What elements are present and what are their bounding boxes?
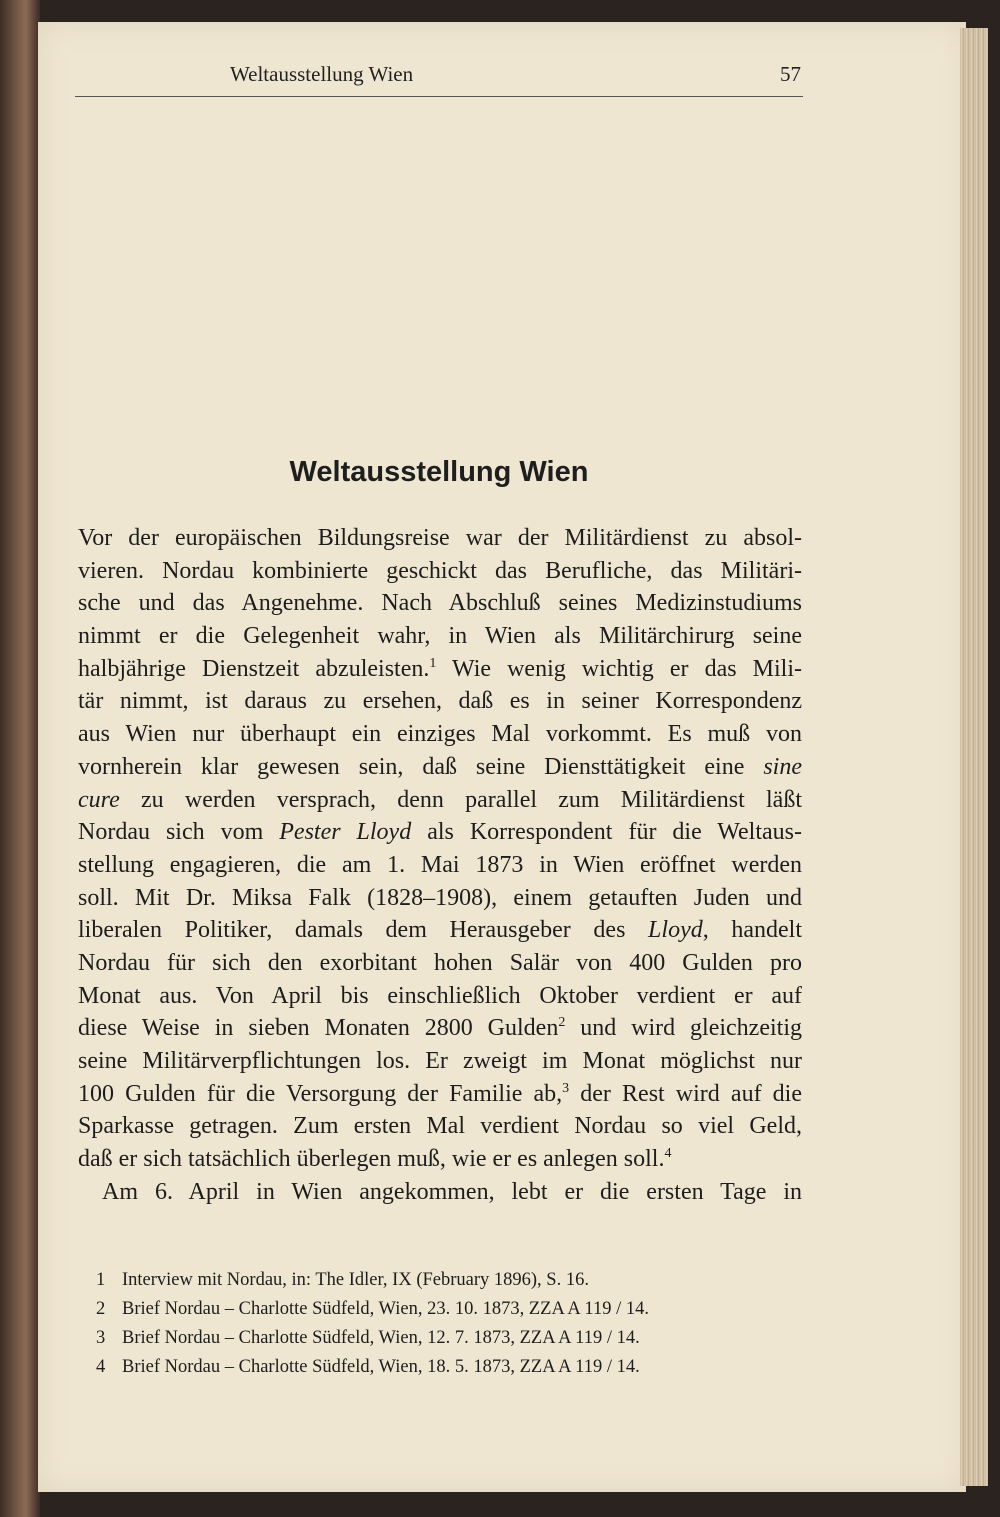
text-line: sche und das Angenehme. Nach Abschluß seines Medizinstudiums: [78, 590, 802, 617]
text-line: Vor der europäischen Bildungsreise war der Militärdienst zu absol-: [78, 525, 802, 551]
text-line: Nordau für sich den exorbitant hohen Salär von 400 Gulden pro: [78, 949, 802, 976]
footnote-text: Brief Nordau – Charlotte Südfeld, Wien, 12. 7. 1873, ZZA A 119 / 14.: [122, 1328, 640, 1348]
footnote: [96, 1295, 806, 1324]
text-segment: als Korrespondent für die Weltaus-: [411, 819, 802, 846]
footnote: [96, 1324, 806, 1353]
text-line: soll. Mit Dr. Miksa Falk (1828–1908), einem getauften Juden und: [78, 884, 802, 911]
text-line: nimmt er die Gelegenheit wahr, in Wien als Militärchirurg seine: [78, 623, 802, 650]
italic-text: sine: [763, 753, 802, 780]
running-title: Weltausstellung Wien: [230, 62, 414, 86]
body-paragraph: [78, 522, 802, 1208]
text-line: [78, 751, 802, 784]
footnote-text: Interview mit Nordau, in: The Idler, IX (February 1896), S. 16.: [122, 1270, 589, 1290]
running-head: [75, 60, 803, 97]
footnote-ref-2: 2: [558, 1015, 566, 1031]
footnote-text: Brief Nordau – Charlotte Südfeld, Wien, 23. 10. 1873, ZZA A 119 / 14.: [122, 1299, 649, 1319]
text-line: [78, 914, 802, 947]
text-line: Monat aus. Von April bis einschließlich Oktober verdient er auf: [78, 982, 802, 1009]
text-line: [78, 1012, 802, 1045]
text-line: [78, 816, 802, 849]
text-line: aus Wien nur überhaupt ein einziges Mal vorkommt. Es muß von: [78, 721, 802, 748]
footnote-number: 1: [96, 1270, 106, 1290]
text-segment: zu werden versprach, denn parallel zum Militärdienst läßt: [119, 786, 802, 813]
text-segment: daß er sich tatsächlich überlegen muß, wie er es anlegen soll.: [78, 1146, 665, 1173]
text-line: [78, 1078, 802, 1111]
text-segment: halbjährige Dienstzeit abzuleisten.: [78, 655, 430, 682]
text-segment: vornherein klar gewesen sein, daß seine Diensttätigkeit eine: [78, 753, 764, 780]
book-spine-left: [0, 0, 40, 1517]
text-segment: liberalen Politiker, damals dem Herausgeber des: [78, 917, 649, 944]
footnote-text: Brief Nordau – Charlotte Südfeld, Wien, 18. 5. 1873, ZZA A 119 / 14.: [122, 1357, 640, 1377]
text-segment: der Rest wird auf die: [569, 1080, 802, 1107]
page-edge-stack: [960, 28, 988, 1486]
footnote: [96, 1266, 806, 1295]
italic-text: Lloyd: [648, 917, 703, 944]
footnote-number: 2: [96, 1299, 106, 1319]
text-line: [78, 1143, 802, 1176]
footnote-number: 3: [96, 1328, 106, 1348]
chapter-title: Weltausstellung Wien: [289, 456, 589, 488]
text-line: Am 6. April in Wien angekommen, lebt er die ersten Tage in: [102, 1178, 802, 1205]
text-line: stellung engagieren, die am 1. Mai 1873 in Wien eröffnet werden: [78, 851, 802, 878]
footnote: [96, 1353, 806, 1382]
text-line: tär nimmt, ist daraus zu ersehen, daß es in seiner Korrespondenz: [78, 688, 802, 715]
footnote-ref-1: 1: [429, 655, 437, 671]
text-segment: Wie wenig wichtig er das Mili-: [436, 655, 802, 682]
text-line: seine Militärverpflichtungen los. Er zweigt im Monat möglichst nur: [78, 1048, 802, 1074]
text-segment: Nordau sich vom: [78, 819, 280, 846]
text-segment: diese Weise in sieben Monaten 2800 Gulden: [78, 1015, 559, 1042]
footnote-number: 4: [96, 1357, 106, 1377]
text-line: Sparkasse getragen. Zum ersten Mal verdient Nordau so viel Geld,: [78, 1113, 802, 1140]
italic-text: cure: [78, 786, 120, 813]
page-number: 57: [780, 62, 801, 86]
italic-text: Pester Lloyd: [279, 819, 412, 846]
text-segment: und wird gleichzeitig: [565, 1015, 802, 1042]
footnote-ref-4: 4: [664, 1146, 672, 1162]
footnotes: [96, 1266, 806, 1382]
text-line: [78, 784, 802, 817]
text-segment: , handelt: [702, 917, 802, 944]
text-line: [78, 653, 802, 686]
footnote-ref-3: 3: [562, 1080, 570, 1096]
text-line: vieren. Nordau kombinierte geschickt das Berufliche, das Militäri-: [78, 557, 802, 584]
text-segment: 100 Gulden für die Versorgung der Familie ab,: [78, 1080, 563, 1107]
